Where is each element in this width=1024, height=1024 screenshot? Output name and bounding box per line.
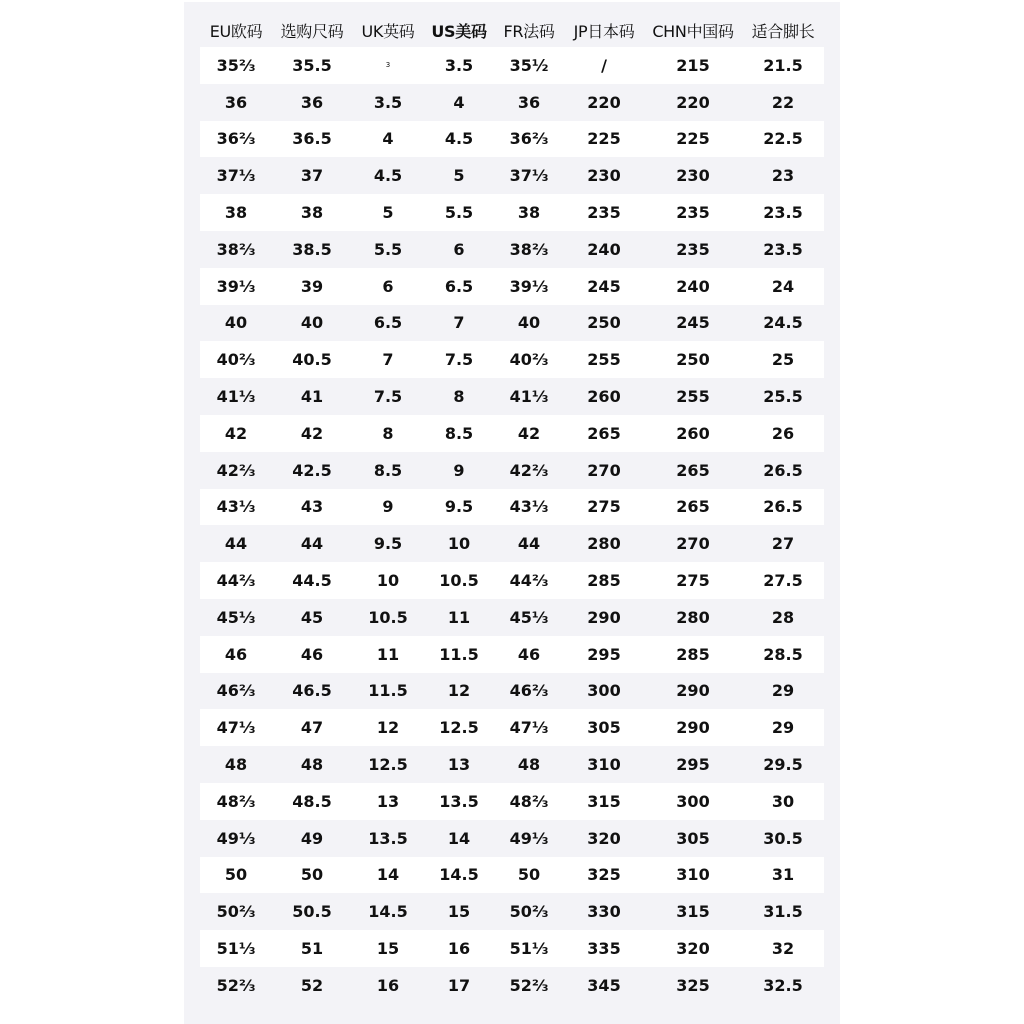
cell-us: 10.5: [424, 562, 494, 599]
cell-fr: 50⅔: [494, 893, 564, 930]
cell-uk: 3.5: [352, 84, 424, 121]
cell-jp: 335: [564, 930, 644, 967]
cell-fr: 48: [494, 746, 564, 783]
table-row: [200, 84, 824, 121]
cell-chn: 275: [644, 562, 742, 599]
cell-chn: 270: [644, 525, 742, 562]
table-row: [200, 525, 824, 562]
cell-fr: 52⅔: [494, 967, 564, 1004]
cell-us: 11: [424, 599, 494, 636]
cell-chn: 235: [644, 231, 742, 268]
cell-jp: 245: [564, 268, 644, 305]
header-fr: FR法码: [503, 21, 555, 41]
cell-foot-length: 28: [742, 599, 824, 636]
cell-jp: 345: [564, 967, 644, 1004]
cell-purchase-size: 43: [272, 489, 352, 526]
cell-us: 7: [424, 305, 494, 342]
cell-uk: 8.5: [352, 452, 424, 489]
cell-chn: 255: [644, 378, 742, 415]
cell-uk: 6.5: [352, 305, 424, 342]
table-row: [200, 820, 824, 857]
header-purchase-size: 选购尺码: [280, 21, 344, 41]
cell-jp: 310: [564, 746, 644, 783]
cell-jp: 220: [564, 84, 644, 121]
cell-jp: 330: [564, 893, 644, 930]
table-row: [200, 967, 824, 1004]
cell-chn: 240: [644, 268, 742, 305]
table-row: [200, 709, 824, 746]
table-row: [200, 378, 824, 415]
header-us: US美码: [431, 21, 487, 41]
cell-uk: 11.5: [352, 673, 424, 710]
cell-foot-length: 24.5: [742, 305, 824, 342]
cell-foot-length: 29: [742, 673, 824, 710]
cell-foot-length: 23: [742, 157, 824, 194]
cell-foot-length: 29.5: [742, 746, 824, 783]
cell-eu: 37⅓: [200, 157, 272, 194]
cell-eu: 40: [200, 305, 272, 342]
cell-fr: 37⅓: [494, 157, 564, 194]
cell-foot-length: 23.5: [742, 231, 824, 268]
cell-fr: 46⅔: [494, 673, 564, 710]
cell-eu: 42: [200, 415, 272, 452]
cell-fr: 40⅔: [494, 341, 564, 378]
table-row: [200, 857, 824, 894]
cell-uk: 5.5: [352, 231, 424, 268]
cell-eu: 48⅔: [200, 783, 272, 820]
cell-fr: 40: [494, 305, 564, 342]
cell-uk: 7: [352, 341, 424, 378]
cell-jp: 260: [564, 378, 644, 415]
cell-purchase-size: 52: [272, 967, 352, 1004]
cell-us: 10: [424, 525, 494, 562]
cell-foot-length: 26.5: [742, 452, 824, 489]
cell-foot-length: 25.5: [742, 378, 824, 415]
cell-eu: 43⅓: [200, 489, 272, 526]
cell-uk: 6: [352, 268, 424, 305]
cell-fr: 38⅔: [494, 231, 564, 268]
cell-jp: 280: [564, 525, 644, 562]
cell-fr: 36⅔: [494, 121, 564, 158]
cell-uk: 16: [352, 967, 424, 1004]
header-row: [200, 13, 824, 47]
cell-uk: 5: [352, 194, 424, 231]
cell-chn: 230: [644, 157, 742, 194]
cell-jp: 295: [564, 636, 644, 673]
cell-uk: 14.5: [352, 893, 424, 930]
cell-purchase-size: 44: [272, 525, 352, 562]
cell-purchase-size: 46.5: [272, 673, 352, 710]
cell-jp: 305: [564, 709, 644, 746]
cell-uk: 4: [352, 121, 424, 158]
cell-us: 9: [424, 452, 494, 489]
cell-us: 17: [424, 967, 494, 1004]
cell-eu: 35⅔: [200, 47, 272, 84]
cell-fr: 36: [494, 84, 564, 121]
cell-us: 15: [424, 893, 494, 930]
cell-jp: 275: [564, 489, 644, 526]
cell-fr: 42⅔: [494, 452, 564, 489]
cell-jp: 285: [564, 562, 644, 599]
table-row: [200, 636, 824, 673]
cell-foot-length: 32.5: [742, 967, 824, 1004]
cell-us: 12: [424, 673, 494, 710]
cell-chn: 310: [644, 857, 742, 894]
cell-foot-length: 22.5: [742, 121, 824, 158]
cell-eu: 51⅓: [200, 930, 272, 967]
cell-chn: 290: [644, 709, 742, 746]
cell-chn: 220: [644, 84, 742, 121]
cell-foot-length: 27.5: [742, 562, 824, 599]
cell-foot-length: 30: [742, 783, 824, 820]
cell-eu: 44: [200, 525, 272, 562]
cell-uk: 13: [352, 783, 424, 820]
cell-eu: 40⅔: [200, 341, 272, 378]
cell-purchase-size: 41: [272, 378, 352, 415]
cell-purchase-size: 44.5: [272, 562, 352, 599]
table-row: [200, 47, 824, 84]
cell-purchase-size: 51: [272, 930, 352, 967]
cell-fr: 46: [494, 636, 564, 673]
cell-jp: 300: [564, 673, 644, 710]
cell-us: 9.5: [424, 489, 494, 526]
cell-fr: 48⅔: [494, 783, 564, 820]
cell-fr: 49⅓: [494, 820, 564, 857]
cell-eu: 44⅔: [200, 562, 272, 599]
cell-eu: 41⅓: [200, 378, 272, 415]
cell-fr: 44: [494, 525, 564, 562]
cell-foot-length: 28.5: [742, 636, 824, 673]
header-eu: EU欧码: [209, 21, 263, 41]
cell-eu: 38: [200, 194, 272, 231]
cell-chn: 260: [644, 415, 742, 452]
cell-fr: 35½: [494, 47, 564, 84]
cell-us: 4.5: [424, 121, 494, 158]
cell-uk: 7.5: [352, 378, 424, 415]
table-row: [200, 746, 824, 783]
cell-eu: 42⅔: [200, 452, 272, 489]
cell-chn: 305: [644, 820, 742, 857]
cell-jp: 240: [564, 231, 644, 268]
table-row: [200, 231, 824, 268]
cell-purchase-size: 38: [272, 194, 352, 231]
cell-eu: 45⅓: [200, 599, 272, 636]
cell-chn: 315: [644, 893, 742, 930]
cell-us: 5: [424, 157, 494, 194]
size-conversion-table: [200, 13, 824, 1004]
cell-uk: 9: [352, 489, 424, 526]
table-row: [200, 893, 824, 930]
cell-purchase-size: 42: [272, 415, 352, 452]
cell-us: 4: [424, 84, 494, 121]
cell-jp: 320: [564, 820, 644, 857]
cell-foot-length: 29: [742, 709, 824, 746]
cell-us: 13: [424, 746, 494, 783]
cell-foot-length: 31.5: [742, 893, 824, 930]
cell-purchase-size: 47: [272, 709, 352, 746]
cell-purchase-size: 36: [272, 84, 352, 121]
cell-uk: 4.5: [352, 157, 424, 194]
header-jp: JP日本码: [573, 21, 635, 41]
cell-purchase-size: 50: [272, 857, 352, 894]
header-chn: CHN中国码: [652, 21, 734, 41]
cell-eu: 36: [200, 84, 272, 121]
cell-eu: 39⅓: [200, 268, 272, 305]
cell-chn: 215: [644, 47, 742, 84]
cell-eu: 52⅔: [200, 967, 272, 1004]
table-row: [200, 194, 824, 231]
cell-eu: 50: [200, 857, 272, 894]
cell-foot-length: 26.5: [742, 489, 824, 526]
table-row: [200, 452, 824, 489]
cell-purchase-size: 39: [272, 268, 352, 305]
cell-foot-length: 27: [742, 525, 824, 562]
table-row: [200, 783, 824, 820]
cell-foot-length: 21.5: [742, 47, 824, 84]
cell-foot-length: 32: [742, 930, 824, 967]
cell-purchase-size: 37: [272, 157, 352, 194]
cell-uk: 10.5: [352, 599, 424, 636]
table-row: [200, 415, 824, 452]
cell-purchase-size: 42.5: [272, 452, 352, 489]
cell-fr: 41⅓: [494, 378, 564, 415]
cell-chn: 280: [644, 599, 742, 636]
table-row: [200, 121, 824, 158]
cell-chn: 245: [644, 305, 742, 342]
header-foot-length: 适合脚长: [751, 21, 815, 41]
cell-uk: 8: [352, 415, 424, 452]
cell-eu: 36⅔: [200, 121, 272, 158]
cell-uk: 10: [352, 562, 424, 599]
cell-eu: 47⅓: [200, 709, 272, 746]
cell-purchase-size: 45: [272, 599, 352, 636]
size-chart-panel: [184, 2, 840, 1024]
cell-purchase-size: 38.5: [272, 231, 352, 268]
cell-us: 12.5: [424, 709, 494, 746]
cell-us: 8.5: [424, 415, 494, 452]
cell-us: 11.5: [424, 636, 494, 673]
cell-us: 13.5: [424, 783, 494, 820]
cell-uk: 15: [352, 930, 424, 967]
cell-chn: 235: [644, 194, 742, 231]
cell-eu: 46: [200, 636, 272, 673]
cell-fr: 44⅔: [494, 562, 564, 599]
table-row: [200, 157, 824, 194]
cell-chn: 265: [644, 489, 742, 526]
cell-foot-length: 30.5: [742, 820, 824, 857]
cell-us: 14.5: [424, 857, 494, 894]
cell-uk: 11: [352, 636, 424, 673]
cell-chn: 325: [644, 967, 742, 1004]
cell-jp: 315: [564, 783, 644, 820]
cell-purchase-size: 36.5: [272, 121, 352, 158]
cell-fr: 50: [494, 857, 564, 894]
cell-uk: 14: [352, 857, 424, 894]
cell-eu: 50⅔: [200, 893, 272, 930]
table-row: [200, 305, 824, 342]
cell-purchase-size: 46: [272, 636, 352, 673]
cell-us: 14: [424, 820, 494, 857]
cell-fr: 51⅓: [494, 930, 564, 967]
cell-jp: 265: [564, 415, 644, 452]
cell-fr: 45⅓: [494, 599, 564, 636]
cell-fr: 38: [494, 194, 564, 231]
cell-chn: 285: [644, 636, 742, 673]
cell-jp: /: [564, 47, 644, 84]
cell-purchase-size: 50.5: [272, 893, 352, 930]
cell-chn: 295: [644, 746, 742, 783]
table-row: [200, 268, 824, 305]
table-row: [200, 341, 824, 378]
cell-fr: 47⅓: [494, 709, 564, 746]
cell-jp: 270: [564, 452, 644, 489]
cell-purchase-size: 40.5: [272, 341, 352, 378]
cell-eu: 49⅓: [200, 820, 272, 857]
cell-foot-length: 22: [742, 84, 824, 121]
table-body: [200, 47, 824, 1004]
cell-us: 3.5: [424, 47, 494, 84]
table-row: [200, 673, 824, 710]
cell-uk: 13.5: [352, 820, 424, 857]
cell-foot-length: 24: [742, 268, 824, 305]
cell-eu: 48: [200, 746, 272, 783]
cell-us: 5.5: [424, 194, 494, 231]
cell-us: 7.5: [424, 341, 494, 378]
header-uk: UK英码: [361, 21, 415, 41]
cell-fr: 42: [494, 415, 564, 452]
cell-jp: 235: [564, 194, 644, 231]
cell-purchase-size: 49: [272, 820, 352, 857]
cell-purchase-size: 48.5: [272, 783, 352, 820]
cell-jp: 230: [564, 157, 644, 194]
cell-fr: 39⅓: [494, 268, 564, 305]
cell-chn: 290: [644, 673, 742, 710]
cell-uk: 12.5: [352, 746, 424, 783]
cell-jp: 255: [564, 341, 644, 378]
cell-foot-length: 23.5: [742, 194, 824, 231]
cell-jp: 225: [564, 121, 644, 158]
cell-jp: 250: [564, 305, 644, 342]
cell-jp: 325: [564, 857, 644, 894]
cell-purchase-size: 48: [272, 746, 352, 783]
cell-jp: 290: [564, 599, 644, 636]
cell-purchase-size: 40: [272, 305, 352, 342]
cell-us: 6.5: [424, 268, 494, 305]
cell-us: 8: [424, 378, 494, 415]
cell-foot-length: 25: [742, 341, 824, 378]
cell-chn: 300: [644, 783, 742, 820]
cell-uk: 9.5: [352, 525, 424, 562]
cell-chn: 265: [644, 452, 742, 489]
cell-eu: 38⅔: [200, 231, 272, 268]
cell-chn: 250: [644, 341, 742, 378]
table-row: [200, 489, 824, 526]
cell-us: 6: [424, 231, 494, 268]
cell-uk: 12: [352, 709, 424, 746]
table-row: [200, 930, 824, 967]
cell-uk: 3: [352, 47, 424, 84]
cell-purchase-size: 35.5: [272, 47, 352, 84]
table-row: [200, 562, 824, 599]
cell-foot-length: 31: [742, 857, 824, 894]
cell-foot-length: 26: [742, 415, 824, 452]
cell-chn: 320: [644, 930, 742, 967]
cell-fr: 43⅓: [494, 489, 564, 526]
cell-chn: 225: [644, 121, 742, 158]
table-row: [200, 599, 824, 636]
cell-us: 16: [424, 930, 494, 967]
cell-eu: 46⅔: [200, 673, 272, 710]
